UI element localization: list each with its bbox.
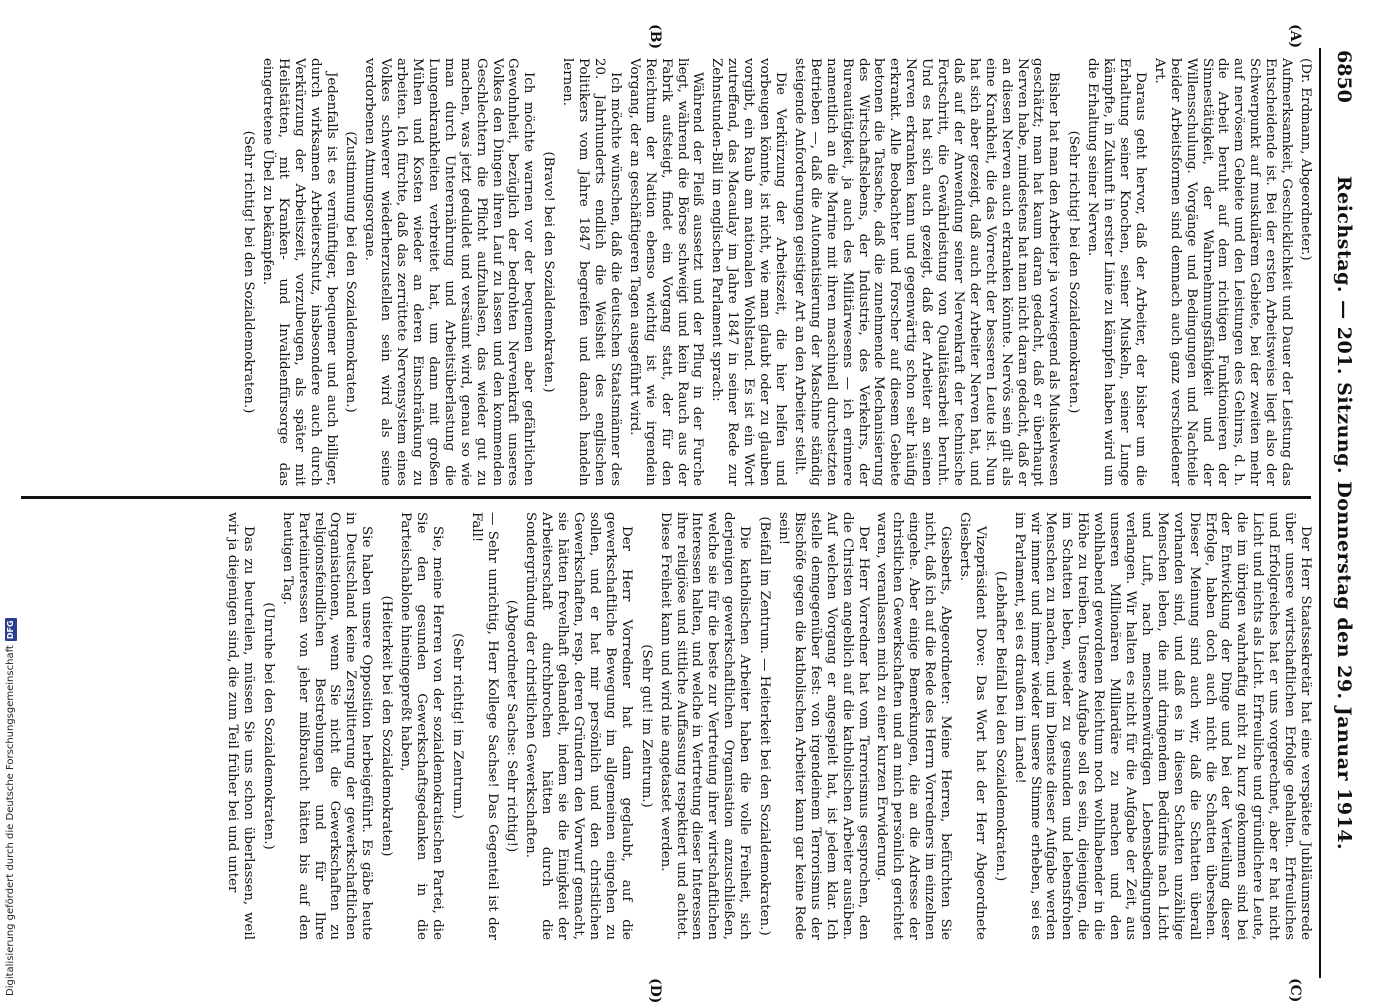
- page-number: 6850: [1333, 50, 1355, 103]
- interjection: (Sehr gut! im Zentrum.): [638, 644, 654, 808]
- left-column: [23, 58, 1313, 486]
- digitization-credit: [4, 608, 18, 996]
- paragraph: Der Herr Staatssekretär hat eine verspätete Jubiläumsrede über unsere wirtschaftlichen Erfolge gehalten. Erfreuliches und Erfolgreiches hat er uns vorgerechnet, aber er hat nicht Licht und nichts als Licht. Erfreuliche und gründlichere Leute, die im übrigen wahrhaftig nicht zu kurz gekommen sind bei der Entwicklung der Dinge und bei der Verteilung dieser Erfolge, haben doch auch nicht die Schatten übersehen. Dieser Meinung sind auch wir, daß die Schatten überall vorhanden sind, und daß es in diesen Schatten unzählige Menschen leben, die mit dringendem Bedürfnis nach Licht und Luft, nach menschenwürdigen Lebensbedingungen verlangen. Wir halten es nicht für die Aufgabe der Zeit, aus unseren Millionären Milliardäre zu machen und den wohlhabend gewordenen Reichtum noch wohlhabender in die Höhe zu treiben. Unsere Aufgabe soll es sein, diejenigen, die im Schatten leben, wieder zu gesunden und lebensfrohen Menschen zu machen, und im Dienste dieser Aufgabe werden wir immer und immer wieder unsere Stimme erheben, sei es im Parlament, sei es draußen im Lande!: [1011, 512, 1313, 940]
- margin-marker-d: (D): [647, 978, 663, 1003]
- paragraph: Giesberts, Abgeordneter: Meine Herren, befürchten Sie nicht, daß ich auf die Rede des Herrn Vorredners im einzelnen eingehe. Aber einige Bemerkungen, die an die Adresse der christlichen Gewerkschaften und an mich persönlich gerichtet waren, veranlassen mich zu einer kurzen Erwiderung.: [874, 512, 954, 940]
- right-column: [23, 512, 1313, 940]
- dfg-logo: DFG: [6, 620, 15, 640]
- interjection: (Abgeordneter Sachse: Sehr richtig!): [504, 599, 520, 853]
- paragraph: Bisher hat man den Arbeiter ja vorwiegend als Muskelwesen geschätzt; man hat kaum daran gedacht, daß er überhaupt Nerven habe, mindestens hat man nicht daran gedacht, daß er an diesen Nerven auch erkranken könnte. Nervös sein gilt als eine Krankheit, die das Vorrecht der besseren Leute ist. Nun hat sich aber gezeigt, daß auch der Arbeiter Nerven hat, und daß auf der Anwendung seiner Nervenkraft der technische Fortschritt, die Gewährleistung von Qualitätsarbeit beruht. Und es hat sich auch gezeigt, daß der Arbeiter an seinen Nerven erkranken kann und gegenwärtig schon sehr häufig erkrankt. Alle Beobachter und Forscher auf diesem Gebiete betonen die Tatsache, daß die zunehmende Mechanisierung des Wirtschaftslebens, der Industrie, des Verkehrs, der Bureautätigkeit, ja auch des Militärwesens — ich erinnere namentlich an die Marine mit ihren maschinell durchsetzten Betrieben —, daß die Automatisierung der Maschine ständig steigende Anforderungen geistiger Art an den Arbeiter stellt.: [791, 58, 1062, 486]
- quotation: Während der Fleiß aussetzt und der Pflug in der Furche liegt, während die Börse schweigt und kein Rauch aus der Fabrik aufsteigt, findet ein Vorgang statt, der für den Reichtum der Nation ebenso wichtig ist wie irgendein Vorgang, der an geschäftigeren Tagen ausgeführt wird.: [626, 58, 706, 486]
- paragraph: Der Herr Vorredner hat vom Terrorismus gesprochen, den die Christen angeblich auf die katholischen Arbeiter ausüben. Auf welchen Vorgang er angespielt hat, ist jedem klar. Ich stelle demgegenüber fest: von irgendeinem Terrorismus der Bischöfe gegen die katholischen Arbeiter kann gar keine Rede sein!: [776, 512, 871, 940]
- margin-marker-a: (A): [1287, 24, 1303, 49]
- paragraph: Aufmerksamkeit, Geschicklichkeit und Dauer der Leistung das Entscheidende ist. Bei der ersten Arbeitsweise liegt also der Schwerpunkt auf muskulärem Gebiete, bei der zweiten mehr auf nervösem Gebiete und den Leistungen des Gehirns, d. h. die Arbeit beruht auf dem richtigen Funktionieren der Sinnestätigkeit, der Wahrnehmungsfähigkeit und der Willensschulung. Vorgänge und Bedingungen und Nachteile beider Arbeitsformen sind demnach auch ganz verschiedener Art.: [1151, 58, 1295, 486]
- paragraph: Jedenfalls ist es vernünftiger, bequemer und auch billiger, durch wirksamen Arbeiterschutz, insbesondere auch durch Verkürzung der Arbeitszeit, vorzubeugen, als später mit Heilstätten, mit Kranken- und Invalidenfürsorge das eingetretene Übel zu bekämpfen.: [259, 58, 339, 486]
- paragraph: Ich möchte wünschen, daß die deutschen Staatsmänner des 20. Jahrhunderts endlich die Weisheit des englischen Politikers vom Jahre 1847 begreifen und danach handeln lernen.: [560, 58, 623, 486]
- page-header: [1319, 48, 1361, 978]
- interjection: (Sehr richtig! im Zentrum.): [449, 633, 465, 819]
- paragraph: Daraus geht hervor, daß der Arbeiter, der bisher um die Erhaltung seiner Knochen, seiner Muskeln, seiner Lunge kämpfte, in Zukunft in erster Linie zu kämpfen haben wird um die Erhaltung seiner Nerven.: [1085, 58, 1148, 486]
- speaker-note: (Dr. Erdmann, Abgeordneter.): [1298, 58, 1313, 261]
- interjection: (Bravo! bei den Sozialdemokraten.): [541, 151, 557, 393]
- paragraph: Ich möchte warnen vor der bequemen aber gefährlichen Gewohnheit, bezüglich der bedrohten Nervenkraft unseres Volkes den Dingen ihren Lauf zu lassen und den kommenden Geschlechtern die Pflicht aufzuhalsen, das wieder gut zu machen, was jetzt geduldet und versäumt wird, genau so wie man durch Unterernährung und Arbeitsüberlastung die Lungenkrankheiten verbreitet hat, um dann mit großen Mühen und Kosten wieder an deren Einschränkung zu arbeiten. Ich fürchte, daß das zerrüttete Nervensystem eines Volkes schwerer wiederherzustellen sein wird als seine verdorbenen Atmungsorgane.: [362, 58, 537, 486]
- paragraph: Das zu beurteilen, müssen Sie uns schon überlassen, weil wir ja diejenigen sind, die zum Teil früher bei und unter: [225, 512, 256, 940]
- paragraph: Sie, meine Herren von der sozialdemokratischen Partei, die Sie den gesunden Gewerkschaftsgedanken in die Parteischablone hineingepreßt haben,: [398, 512, 445, 940]
- paragraph: Die katholischen Arbeiter haben die volle Freiheit, sich derjenigen gewerkschaftlichen Organisation anzuschließen, welche sie für die beste zur Vertretung ihrer wirtschaftlichen Interessen halten, und welche in Vertretung dieser Interessen ihre religiöse und sittliche Auffassung respektiert und achtet. Diese Freiheit kann und wird nie angetastet werden.: [657, 512, 753, 940]
- interjection: (Sehr richtig! bei den Sozialdemokraten.): [241, 130, 256, 414]
- interjection: (Sehr richtig! bei den Sozialdemokraten.): [1066, 130, 1082, 414]
- paragraph: Der Herr Vorredner hat dann geglaubt, auf die gewerkschaftliche Bewegung im allgemeinen eingehen zu sollen, und er hat mir persönlich und den christlichen Gewerkschaften, resp. deren Gründern den Vorwurf gemacht, sie hätten frevelhaft gehandelt, indem sie die Einigkeit der Arbeiterschaft durchbrochen hätten durch die Sondergründung der christlichen Gewerkschaften.: [523, 512, 634, 940]
- paragraph: Die Verkürzung der Arbeitszeit, die hier helfen und vorbeugen könnte, ist nicht, wie man glaubt oder zu glauben vorgibt, ein Raub am nationalen Wohlstand. Es ist ein Wort zutreffend, das Macaulay im Jahre 1847 in seiner Rede zur Zehnstunden-Bill im englischen Parlament sprach:: [709, 58, 788, 486]
- speaker-line: Vizepräsident Dove: Das Wort hat der Herr Abgeordnete Giesberts.: [956, 512, 988, 940]
- interjection: (Heiterkeit bei den Sozialdemokraten): [379, 595, 395, 857]
- column-divider: [21, 496, 1311, 499]
- interjection: (Lebhafter Beifall bei den Sozialdemokraten.): [992, 570, 1008, 882]
- interjection: (Zustimmung bei den Sozialdemokraten.): [343, 131, 359, 413]
- credit-text: Digitalisierung gefördert durch die Deutsche Forschungsgemeinschaft: [5, 645, 16, 996]
- margin-marker-c: (C): [1287, 978, 1303, 1003]
- interjection: (Unruhe bei den Sozialdemokraten.): [260, 602, 276, 850]
- interjection: (Beifall im Zentrum. — Heiterkeit bei den Sozialdemokraten.): [757, 516, 773, 936]
- paragraph: — Sehr unrichtig, Herr Kollege Sachse! Das Gegenteil ist der Fall!: [468, 512, 500, 940]
- page-title: Reichstag. — 201. Sitzung. Donnerstag den 29. Januar 1914.: [1333, 175, 1355, 851]
- margin-marker-b: (B): [647, 24, 663, 50]
- paragraph: Sie haben unsere Opposition herbeigeführt. Es gäbe heute in Deutschland keine Zersplitterung der gewerkschaftlichen Organisationen, wenn Sie nicht die Gewerkschaften zu religionsfeindlichen Bestrebungen und für Ihre Parteiinteressen von jeher mißbraucht hätten bis auf den heutigen Tag.: [279, 512, 375, 940]
